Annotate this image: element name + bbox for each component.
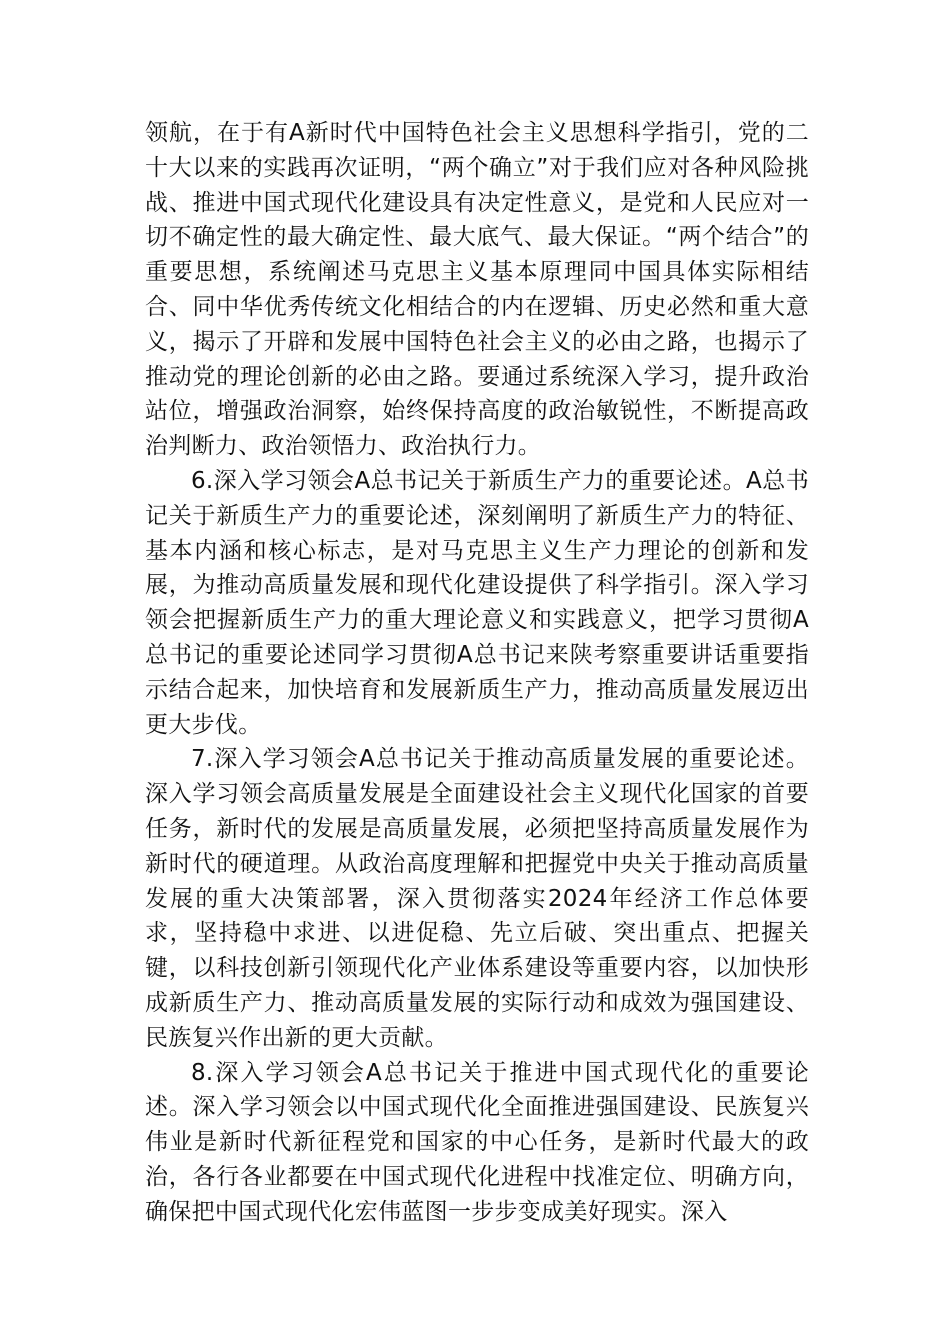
paragraph-continuation: 领航，在于有A新时代中国特色社会主义思想科学指引，党的二十大以来的实践再次证明，“两个确立”对于我们应对各种风险挑战、推进中国式现代化建设具有决定性意义，是党和人民应对一切不确定性的最大确定性、最大底气、最大保证。“两个结合”的重要思想，系统阐述马克思主义基本原理同中国具体实际相结合、同中华优秀传统文化相结合的内在逻辑、历史必然和重大意义，揭示了开辟和发展中国特色社会主义的必由之路，也揭示了推动党的理论创新的必由之路。要通过系统深入学习，提升政治站位，增强政治洞察，始终保持高度的政治敏锐性，不断提高政治判断力、政治领悟力、政治执行力。 xyxy=(145,120,809,460)
paragraph-item-8: 8.深入学习领会A总书记关于推进中国式现代化的重要论述。深入学习领会以中国式现代化全面推进强国建设、民族复兴伟业是新时代新征程党和国家的中心任务，是新时代最大的政治，各行各业都要在中国式现代化进程中找准定位、明确方向，确保把中国式现代化宏伟蓝图一步步变成美好现实。深入 xyxy=(145,1059,809,1225)
paragraph-item-7: 7.深入学习领会A总书记关于推动高质量发展的重要论述。深入学习领会高质量发展是全面建设社会主义现代化国家的首要任务，新时代的发展是高质量发展，必须把坚持高质量发展作为新时代的硬道理。从政治高度理解和把握党中央关于推动高质量发展的重大决策部署，深入贯彻落实2024年经济工作总体要求，坚持稳中求进、以进促稳、先立后破、突出重点、把握关键，以科技创新引领现代化产业体系建设等重要内容，以加快形成新质生产力、推动高质量发展的实际行动和成效为强国建设、民族复兴作出新的更大贡献。 xyxy=(145,746,809,1051)
document-body xyxy=(145,116,809,1230)
paragraph-item-6: 6.深入学习领会A总书记关于新质生产力的重要论述。A总书记关于新质生产力的重要论述，深刻阐明了新质生产力的特征、基本内涵和核心标志，是对马克思主义生产力理论的创新和发展，为推动高质量发展和现代化建设提供了科学指引。深入学习领会把握新质生产力的重大理论意义和实践意义，把学习贯彻A总书记的重要论述同学习贯彻A总书记来陕考察重要讲话重要指示结合起来，加快培育和发展新质生产力，推动高质量发展迈出更大步伐。 xyxy=(145,467,809,738)
